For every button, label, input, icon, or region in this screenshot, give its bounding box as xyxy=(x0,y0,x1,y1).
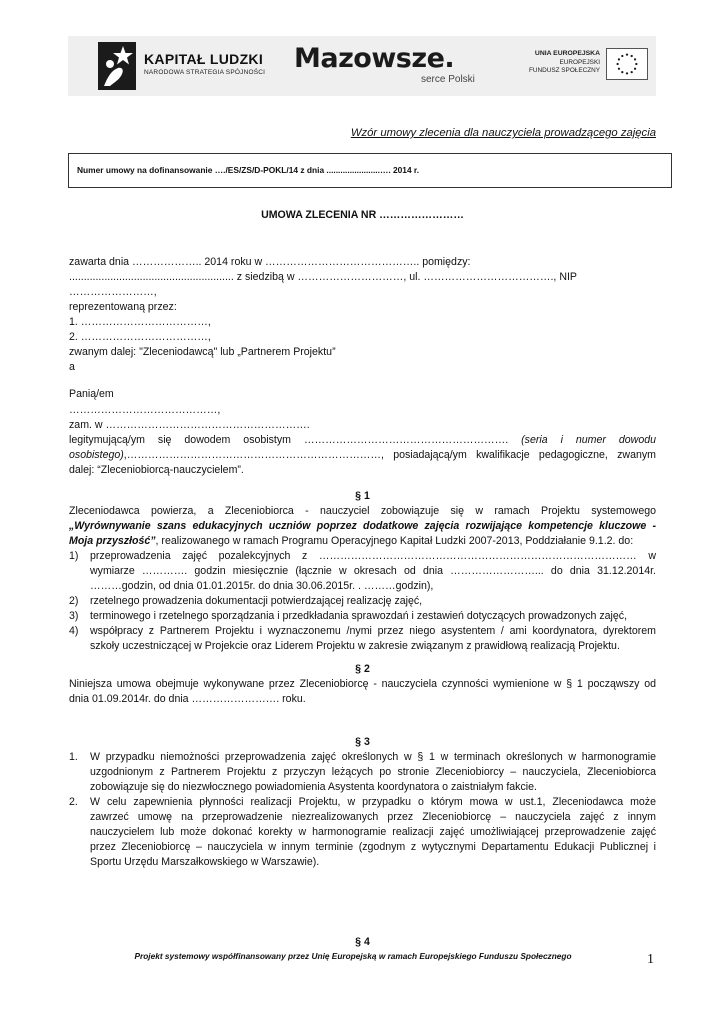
list-number: 1. xyxy=(69,751,78,763)
mazowsze-logo xyxy=(294,44,474,90)
list-item: zawrzeć umowę na przeprowadzenie niezrealizowanych przez Zleceniobiorcę – nauczyciela zajęć z innym xyxy=(90,811,656,823)
list-item: uzgodnionym z Partnerem Projektu z przyczyn leżących po stronie Zleceniobiorcy – nauczyciela, Zleceniobiorca xyxy=(90,766,656,778)
qualification-text: ,………………………………………………………………, posiadającą/ym kwalifikacje pedagogiczne, zwanym xyxy=(123,449,656,461)
footer-text: Projekt systemowy współfinansowany przez Unię Europejską w ramach Europejskiego Funduszu Społecznego xyxy=(134,951,572,961)
list-number: 1) xyxy=(69,550,79,562)
list-item: Sportu Urzędu Marszałkowskiego w Warszawie). xyxy=(90,856,320,868)
parties-line xyxy=(69,448,656,463)
parties-line: dalej: “Zleceniobiorcą-nauczycielem”. xyxy=(69,464,244,476)
parties-line: Panią/em xyxy=(69,388,114,400)
section-1-intro xyxy=(69,534,656,549)
list-item: nauczycielem lub może dokonać korekty w harmonogramie realizacji zajęć umożliwiającej przeprowadzenie zajęć xyxy=(90,826,656,838)
list-number: 2. xyxy=(69,796,78,808)
list-number: 4) xyxy=(69,625,79,637)
list-number: 2) xyxy=(69,595,79,607)
list-item: rzetelnego prowadzenia dokumentacji potwierdzającej realizację zajęć, xyxy=(90,595,423,607)
eu-text xyxy=(529,50,600,76)
contract-heading: UMOWA ZLECENIA NR …………………… xyxy=(261,209,464,221)
kapital-ludzki-subtitle: NARODOWA STRATEGIA SPÓJNOŚCI xyxy=(144,69,266,76)
parties-line: zam. w …………………………………………………. xyxy=(69,419,310,431)
eu-line1: UNIA EUROPEJSKA xyxy=(534,50,600,57)
parties-line: ……………………, xyxy=(69,286,157,298)
parties-line: 1. ………………………………, xyxy=(69,316,211,328)
parties-line: a xyxy=(69,361,75,373)
contract-number-line: Numer umowy na dofinansowanie …./ES/ZS/D-POKL/14 z dnia .......................…. 2014 r. xyxy=(77,165,420,175)
contract-number-box xyxy=(68,153,672,188)
section-2-mark: § 2 xyxy=(355,663,370,675)
list-item: przeprowadzenia zajęć pozalekcyjnych z ……………………………………………………………………………… w xyxy=(90,550,656,562)
page-number: 1 xyxy=(647,952,654,967)
parties-line: ……………………………………, xyxy=(69,404,221,416)
parties-line: ........................................................ z siedzibą w …………………………, ul. ………………………………., NIP xyxy=(69,271,577,283)
list-item: współpracy z Partnerem Projektu i wyznaczonemu /nymi przez niego asystentem / ami koordynatora, dyrektorem xyxy=(90,625,656,637)
list-item: wymiarze …………. godzin miesięcznie (łącznie w okresach od dnia ……………………... do dnia 31.12.2014r. xyxy=(90,565,656,577)
kapital-ludzki-logo xyxy=(98,42,266,90)
logo-banner xyxy=(68,36,656,96)
eu-logo xyxy=(513,46,648,90)
mazowsze-subtitle: serce Polski xyxy=(421,74,475,85)
program-text: , realizowanego w ramach Programu Operacyjnego Kapitał Ludzki 2007-2013, Poddziałanie 9.1.2. do: xyxy=(155,535,634,547)
list-item: zobowiązuje się do niezwłocznego powiadomienia Asystenta koordynatora o zaistniałym fakcie. xyxy=(90,781,537,793)
parties-line: 2. ………………………………, xyxy=(69,331,211,343)
section-3-mark: § 3 xyxy=(355,736,370,748)
list-item: przez Zleceniobiorcę – nauczyciela w innym terminie (zgodnym z wytycznymi Departamentu Edukacji Publicznej i xyxy=(90,841,656,853)
parties-line: zwanym dalej: "Zleceniodawcą" lub „Partnerem Projektu” xyxy=(69,346,336,358)
section-2-text: Niniejsza umowa obejmuje wykonywane przez Zleceniobiorcę - nauczyciela czynności wymienione w § 1 począwszy od xyxy=(69,678,656,690)
parties-line: reprezentowaną przez: xyxy=(69,301,177,313)
parties-line: zawarta dnia ……………….. 2014 roku w …………………………………….. pomiędzy: xyxy=(69,256,471,268)
list-item: W celu zapewnienia płynności realizacji Projektu, w przypadku o którym mowa w ust.1, Zleceniodawca może xyxy=(90,796,656,808)
kapital-ludzki-emblem-icon xyxy=(98,42,136,90)
parties-line xyxy=(69,433,656,448)
eu-flag-icon xyxy=(606,48,648,80)
id-note-cont: osobistego) xyxy=(69,449,124,461)
id-note: (seria i numer dowodu xyxy=(521,434,656,446)
list-item: W przypadku niemożności przeprowadzenia zajęć określonych w § 1 w terminach określonych w harmonogramie xyxy=(90,751,656,763)
section-1-mark: § 1 xyxy=(355,490,370,502)
mazowsze-title: Mazowsze. xyxy=(294,43,455,74)
list-number: 3) xyxy=(69,610,79,622)
project-name: „Wyrównywanie szans edukacyjnych uczniów poprzez dodatkowe zajęcia rozwijające kompetencje kluczowe - xyxy=(69,520,656,532)
eu-line3: FUNDUSZ SPOŁECZNY xyxy=(528,67,600,74)
project-name-end: Moja przyszłość” xyxy=(69,535,156,547)
list-item: ………godzin, od dnia 01.01.2015r. do dnia 30.06.2015r. . ………godzin), xyxy=(90,580,434,592)
eu-line2: EUROPEJSKI xyxy=(559,58,600,66)
list-item: szkoły uczestniczącej w Projekcie oraz Liderem Projektu w zakresie związanym z prawidłową realizacją Projektu. xyxy=(90,640,620,652)
id-text: legitymującą/ym się dowodem osobistym …………………………………………………. xyxy=(69,434,509,446)
section-4-mark: § 4 xyxy=(355,936,370,948)
section-1-intro: Zleceniodawca powierza, a Zleceniobiorca - nauczyciel zobowiązuje się w ramach Projektu systemowego xyxy=(69,505,656,517)
section-2-text: dnia 01.09.2014r. do dnia ……………………. roku. xyxy=(69,693,306,705)
kapital-ludzki-title: KAPITAŁ LUDZKI xyxy=(144,51,264,67)
list-item: terminowego i rzetelnego sporządzania i przedkładania sprawozdań i zestawień dotyczących prowadzonych zajęć, xyxy=(90,610,628,622)
document-title: Wzór umowy zlecenia dla nauczyciela prowadzącego zajęcia xyxy=(350,127,656,139)
